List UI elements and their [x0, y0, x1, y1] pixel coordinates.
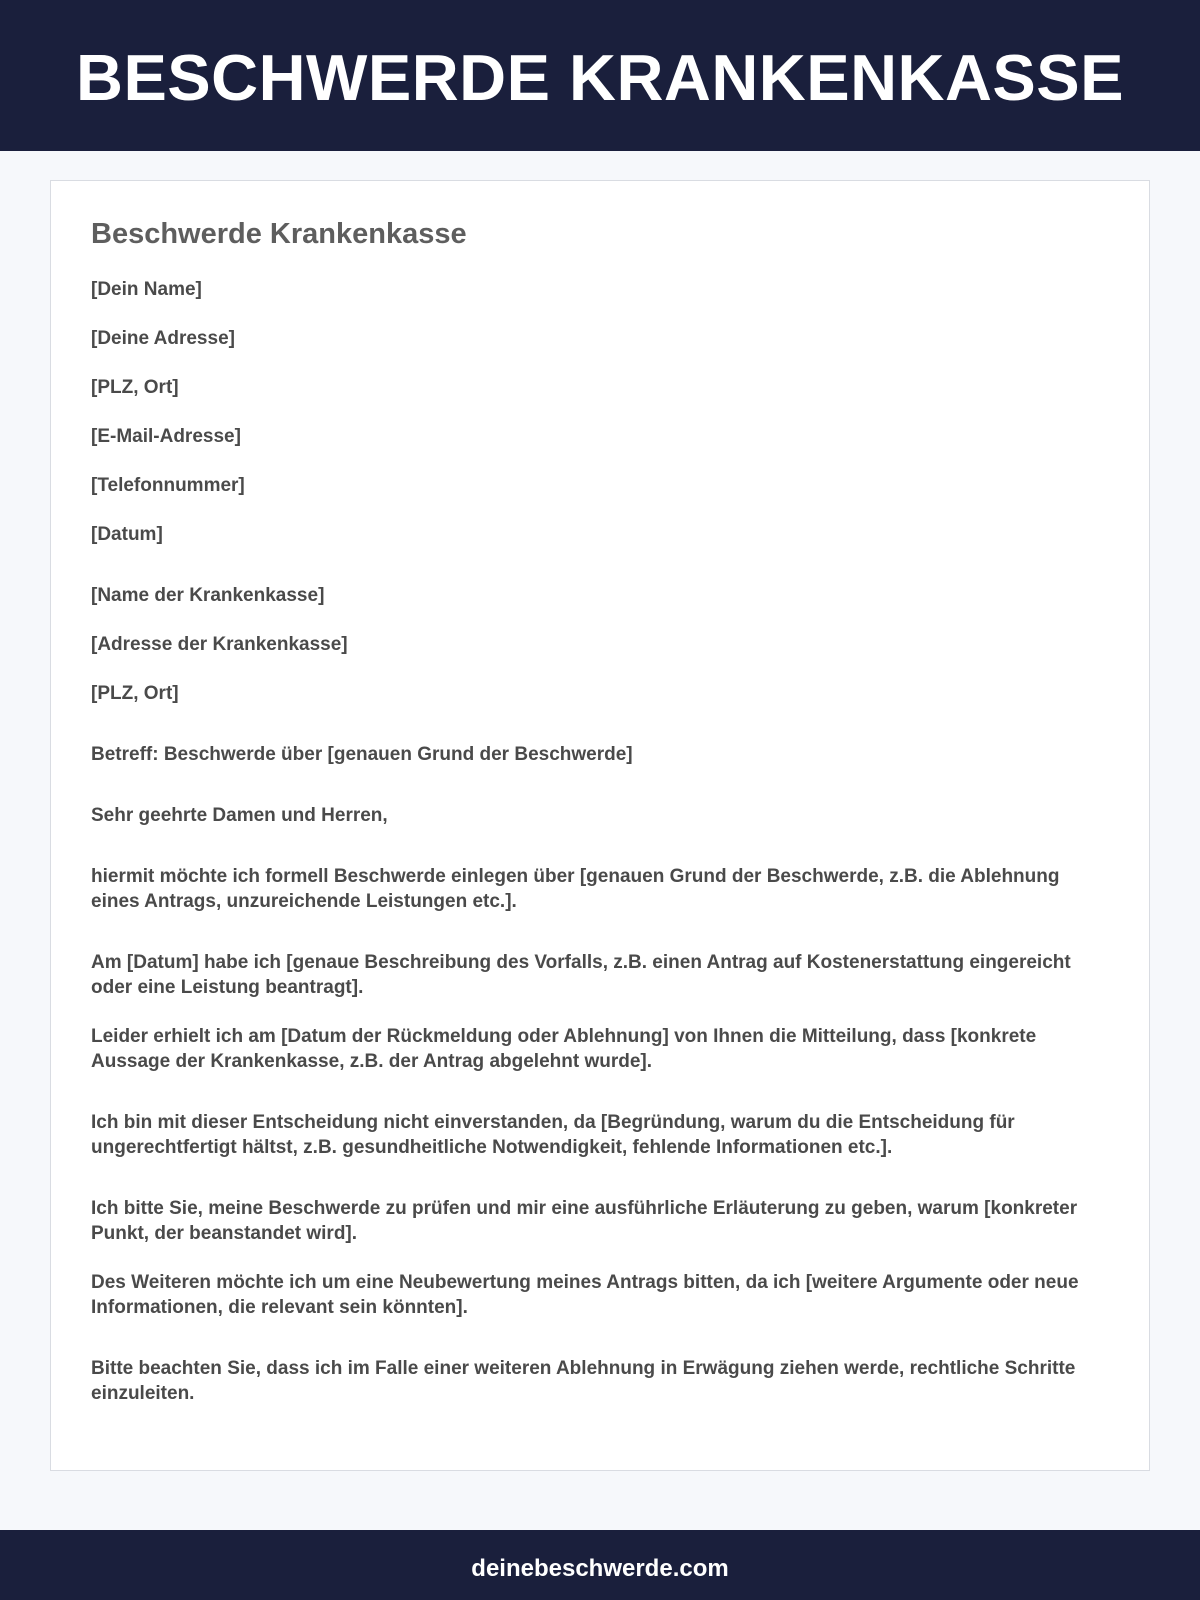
- document-heading: Beschwerde Krankenkasse: [91, 218, 467, 250]
- footer-domain: deinebeschwerde.com: [471, 1555, 729, 1582]
- letter-date: [Datum]: [91, 524, 163, 545]
- footer-banner: [0, 1530, 1200, 1600]
- paragraph: Leider erhielt ich am [Datum der Rückmeldung oder Ablehnung] von Ihnen die Mitteilung, dass [konkrete Aussage der Krankenkasse, z.B. der Antrag abgelehnt wurde].: [91, 1026, 1037, 1072]
- paragraph: Ich bin mit dieser Entscheidung nicht einverstanden, da [Begründung, warum du die Entscheidung für ungerechtfertigt hältst, z.B. gesundheitliche Notwendigkeit, fehlende Informationen etc.].: [91, 1112, 1015, 1158]
- sender-zip-city: [PLZ, Ort]: [91, 377, 179, 398]
- banner-title: BESCHWERDE KRANKENKASSE: [76, 40, 1124, 114]
- paragraph: Des Weiteren möchte ich um eine Neubewertung meines Antrags bitten, da ich [weitere Argumente oder neue Informationen, die relevant sein könnten].: [91, 1272, 1079, 1318]
- sender-address: [Deine Adresse]: [91, 328, 235, 349]
- paragraph: Ich bitte Sie, meine Beschwerde zu prüfen und mir eine ausführliche Erläuterung zu geben, warum [konkreter Punkt, der beanstandet wird].: [91, 1198, 1078, 1244]
- salutation: Sehr geehrte Damen und Herren,: [91, 805, 388, 826]
- letter-card: [50, 180, 1150, 1471]
- recipient-name: [Name der Krankenkasse]: [91, 585, 325, 606]
- paragraph: hiermit möchte ich formell Beschwerde einlegen über [genauen Grund der Beschwerde, z.B. die Ablehnung eines Antrags, unzureichende Leistungen etc.].: [91, 866, 1060, 912]
- recipient-address: [Adresse der Krankenkasse]: [91, 634, 348, 655]
- recipient-zip-city: [PLZ, Ort]: [91, 683, 179, 704]
- sender-name: [Dein Name]: [91, 279, 202, 300]
- subject-line: Betreff: Beschwerde über [genauen Grund der Beschwerde]: [91, 744, 633, 765]
- sender-phone: [Telefonnummer]: [91, 475, 245, 496]
- paragraph: Am [Datum] habe ich [genaue Beschreibung des Vorfalls, z.B. einen Antrag auf Kostenerstattung eingereicht oder eine Leistung beantragt].: [91, 952, 1071, 998]
- header-banner: [0, 0, 1200, 151]
- paragraph: Bitte beachten Sie, dass ich im Falle einer weiteren Ablehnung in Erwägung ziehen werde, rechtliche Schritte einzuleiten.: [91, 1358, 1076, 1404]
- sender-email: [E-Mail-Adresse]: [91, 426, 241, 447]
